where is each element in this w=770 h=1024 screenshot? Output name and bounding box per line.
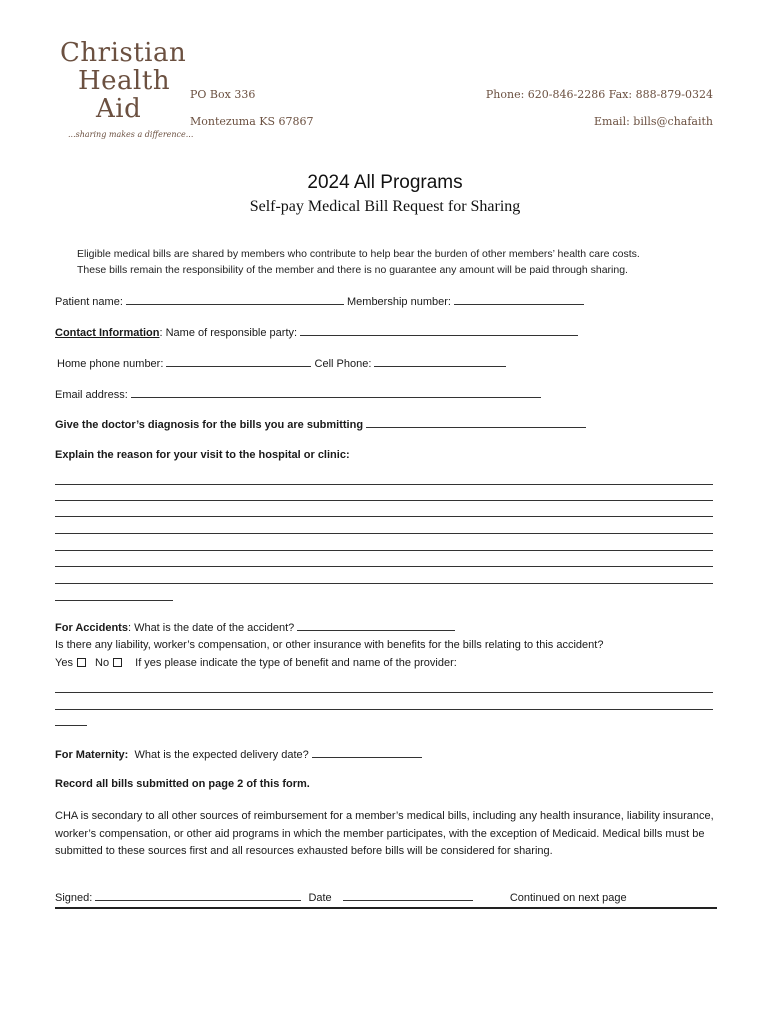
contact-row xyxy=(55,326,578,339)
diagnosis-row xyxy=(55,418,586,431)
email-row xyxy=(55,388,541,401)
benefit-provider-line[interactable] xyxy=(55,709,713,710)
responsible-party-label: : Name of responsible party: xyxy=(159,327,298,339)
benefit-provider-line[interactable] xyxy=(55,692,713,693)
home-phone-label: Home phone number: xyxy=(57,358,164,370)
reason-line[interactable] xyxy=(55,550,713,551)
email-contact: Email: bills@chafaith xyxy=(594,115,713,128)
city-address: Montezuma KS 67867 xyxy=(190,115,314,128)
email-label: Email address: xyxy=(55,389,128,401)
signed-label: Signed: xyxy=(55,892,93,904)
contact-information-label: Contact Information xyxy=(55,327,160,339)
record-note: Record all bills submitted on page 2 of this form. xyxy=(55,778,310,790)
reason-line[interactable] xyxy=(55,600,173,601)
responsible-party-field[interactable] xyxy=(300,326,578,336)
email-field[interactable] xyxy=(131,388,541,398)
logo-tagline: ...sharing makes a difference... xyxy=(68,130,194,139)
diagnosis-field[interactable] xyxy=(366,418,586,428)
phone-fax: Phone: 620-846-2286 Fax: 888-879-0324 xyxy=(485,88,713,101)
reason-line[interactable] xyxy=(55,533,713,534)
reason-label: Explain the reason for your visit to the hospital or clinic: xyxy=(55,449,350,461)
maternity-question: What is the expected delivery date? xyxy=(134,749,309,761)
benefit-provider-line[interactable] xyxy=(55,725,87,726)
reason-line[interactable] xyxy=(55,566,713,567)
membership-number-field[interactable] xyxy=(454,295,584,305)
secondary-paragraph: CHA is secondary to all other sources of reimbursement for a member’s medical bills, including any health insurance, liability insurance, worker’s compensation, or other aid programs in which the member participates, with the exception of Medicaid. Medical bills must be submitted to these sources first and all resources exhausted before bills will be considered for sharing. xyxy=(55,810,714,857)
bottom-divider xyxy=(55,907,717,909)
signature-row xyxy=(55,891,627,904)
logo-line-aid: Aid xyxy=(96,94,142,124)
accident-date-question: : What is the date of the accident? xyxy=(127,622,295,634)
yes-label: Yes xyxy=(55,657,73,669)
cell-phone-field[interactable] xyxy=(374,357,506,367)
logo-line-health: Health xyxy=(78,66,171,96)
date-label: Date xyxy=(308,892,332,904)
membership-number-label: Membership number: xyxy=(347,296,451,308)
reason-line[interactable] xyxy=(55,484,713,485)
page-title: 2024 All Programs xyxy=(307,172,463,193)
reason-line[interactable] xyxy=(55,583,713,584)
no-checkbox[interactable] xyxy=(113,658,122,667)
phone-row xyxy=(57,357,506,370)
if-yes-label: If yes please indicate the type of benefit and name of the provider: xyxy=(135,657,457,669)
maternity-row xyxy=(55,748,422,761)
patient-name-field[interactable] xyxy=(126,295,344,305)
accident-date-field[interactable] xyxy=(297,621,455,631)
maternity-label: For Maternity: xyxy=(55,749,129,761)
home-phone-field[interactable] xyxy=(166,357,311,367)
accident-yes-no-row xyxy=(55,657,457,669)
accidents-label: For Accidents xyxy=(55,622,128,634)
delivery-date-field[interactable] xyxy=(312,748,422,758)
signature-field[interactable] xyxy=(95,891,301,901)
no-label: No xyxy=(95,657,110,669)
cell-phone-label: Cell Phone: xyxy=(314,358,372,370)
logo xyxy=(56,38,194,148)
intro-text xyxy=(77,246,640,278)
intro-line-2: These bills remain the responsibility of the member and there is no guarantee any amount will be paid through sharing. xyxy=(77,264,628,276)
logo-line-christian: Christian xyxy=(60,38,187,68)
page-subtitle: Self-pay Medical Bill Request for Sharing xyxy=(249,198,521,215)
patient-name-label: Patient name: xyxy=(55,296,123,308)
signature-date-field[interactable] xyxy=(343,891,473,901)
continued-note: Continued on next page xyxy=(509,892,627,904)
accident-insurance-question: Is there any liability, worker’s compensation, or other insurance with benefits for the bills relating to this accident? xyxy=(55,639,604,651)
reason-line[interactable] xyxy=(55,500,713,501)
diagnosis-label: Give the doctor’s diagnosis for the bills you are submitting xyxy=(55,419,364,431)
po-box: PO Box 336 xyxy=(190,88,256,101)
patient-row xyxy=(55,295,584,308)
yes-checkbox[interactable] xyxy=(77,658,86,667)
reason-line[interactable] xyxy=(55,516,713,517)
accident-date-row xyxy=(55,621,455,634)
intro-line-1: Eligible medical bills are shared by members who contribute to help bear the burden of other members’ health care costs. xyxy=(77,248,640,260)
